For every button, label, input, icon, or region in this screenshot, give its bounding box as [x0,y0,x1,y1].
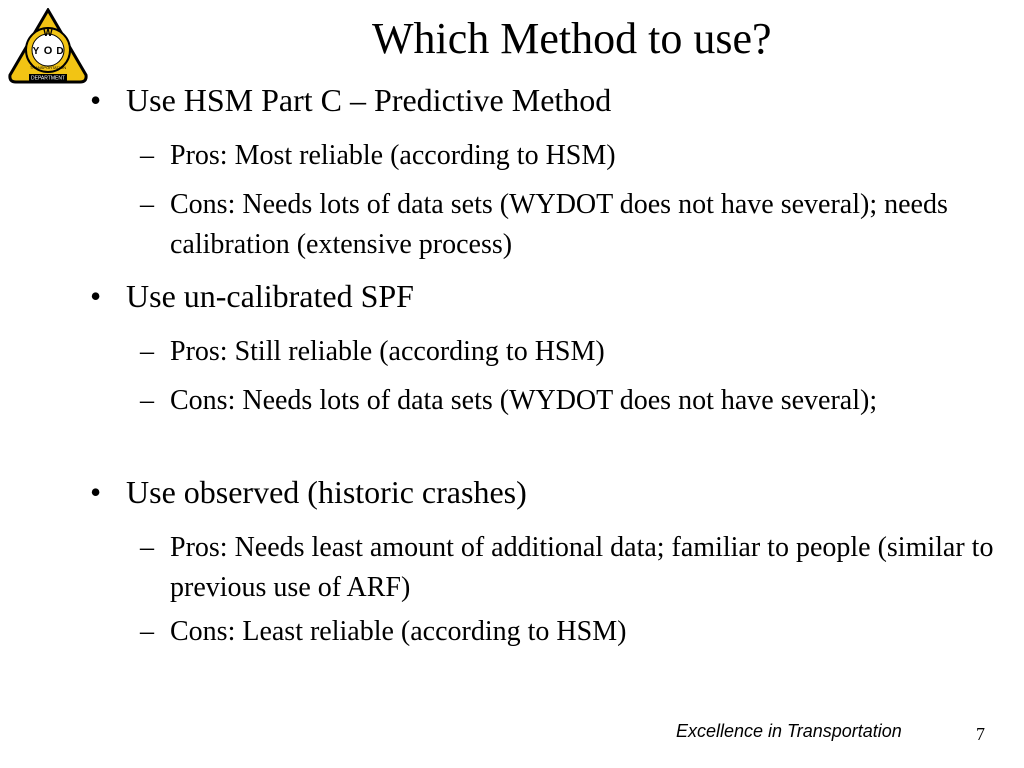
sub-bullet-item [90,136,1024,176]
sub-bullet-text: Pros: Still reliable (according to HSM) [170,336,605,367]
dash-marker: – [140,616,154,647]
logo-letter-d: D [56,46,64,57]
sub-bullet-item [90,612,1024,652]
sub-bullet-text: Cons: Least reliable (according to HSM) [170,616,627,647]
bullet-marker: • [90,474,102,510]
logo-letter-o: O [43,45,53,57]
footer-text: Excellence in Transportation [676,721,902,741]
logo-bottom-text: DEPARTMENT [31,75,65,82]
dash-marker: – [140,189,154,220]
bullet-marker: • [90,278,102,314]
page-number: 7 [976,724,985,744]
sub-bullet-item [90,528,1024,608]
bullet-marker: • [90,82,102,118]
logo-ring-text: TRANSPORTATION [29,65,67,70]
sub-bullet-item [90,185,1024,265]
bullet-item [90,472,986,512]
bullet-text: Use un-calibrated SPF [126,278,414,314]
dash-marker: – [140,336,154,367]
logo-letter-w: W [43,28,53,39]
sub-bullet-item [90,381,1024,421]
sub-bullet-text: Pros: Most reliable (according to HSM) [170,140,616,171]
sub-bullet-text: Cons: Needs lots of data sets (WYDOT does not have several); needs calibration (extensive process) [170,189,948,260]
dash-marker: – [140,385,154,416]
bullet-text: Use observed (historic crashes) [126,474,527,510]
sub-bullet-text: Pros: Needs least amount of additional data; familiar to people (similar to previous use of ARF) [170,532,994,603]
slide-title: Which Method to use? [372,14,772,63]
dash-marker: – [140,532,154,563]
logo-letter-y: Y [32,46,40,57]
wydot-logo [7,8,89,86]
bullet-item [90,80,986,120]
sub-bullet-text: Cons: Needs lots of data sets (WYDOT does not have several); [170,385,878,416]
sub-bullet-item [90,332,1024,372]
dash-marker: – [140,140,154,171]
bullet-item [90,276,986,316]
bullet-text: Use HSM Part C – Predictive Method [126,82,612,118]
